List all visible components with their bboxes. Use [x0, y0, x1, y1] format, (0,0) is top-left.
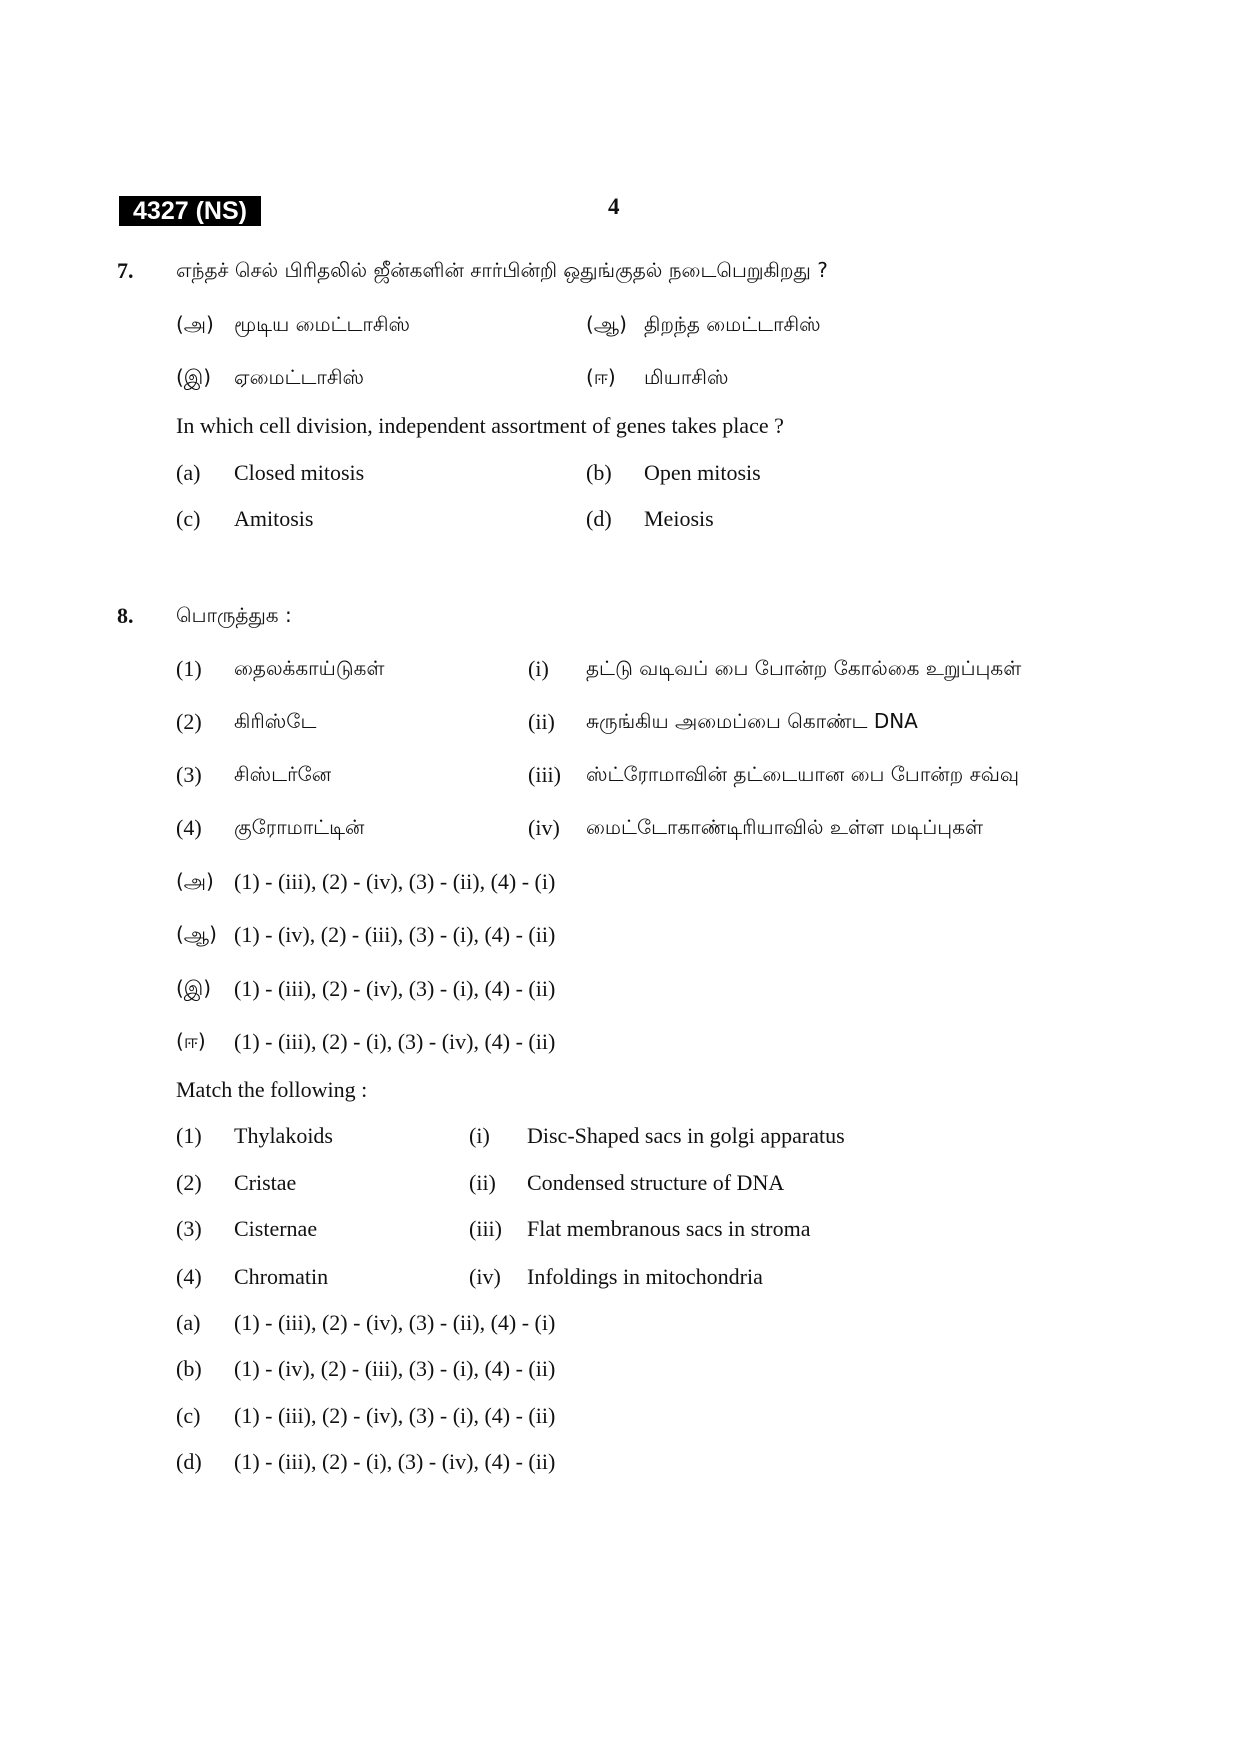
- match-row-roman: (i): [469, 1123, 490, 1148]
- match-row-roman: (ii): [469, 1170, 496, 1195]
- match-row-left: குரோமாட்டின்: [234, 815, 365, 839]
- q8-ta-option-label: (ஈ): [176, 1029, 206, 1053]
- match-row-roman: (iv): [469, 1264, 501, 1289]
- page-number: 4: [608, 194, 620, 219]
- match-row-number: (1): [176, 656, 202, 681]
- q7-en-option-text: Closed mitosis: [234, 460, 365, 485]
- match-row-left: Cisternae: [234, 1216, 318, 1241]
- q7-en-option-label: (d): [586, 506, 612, 531]
- match-row-right: தட்டு வடிவப் பை போன்ற கோல்கை உறுப்புகள்: [586, 656, 1022, 680]
- match-row-left: தைலக்காய்டுகள்: [234, 656, 385, 680]
- q8-ta-option-label: (ஆ): [176, 922, 217, 946]
- q7-en-option-text: Open mitosis: [644, 460, 761, 485]
- match-row-number: (4): [176, 1264, 202, 1289]
- q8-ta-option-text: (1) - (iii), (2) - (iv), (3) - (ii), (4) - (i): [234, 869, 556, 894]
- q7-ta-option-label: (அ): [176, 312, 214, 336]
- question-8-stem-english: Match the following :: [176, 1077, 368, 1102]
- match-row-right: மைட்டோகாண்டிரியாவில் உள்ள மடிப்புகள்: [586, 815, 984, 839]
- q7-en-option-text: Meiosis: [644, 506, 714, 531]
- q7-en-option-label: (c): [176, 506, 201, 531]
- q7-ta-option-text: திறந்த மைட்டாசிஸ்: [644, 312, 821, 336]
- q7-ta-option-label: (ஈ): [586, 365, 616, 389]
- match-row-roman: (iii): [469, 1216, 502, 1241]
- match-row-left: Cristae: [234, 1170, 297, 1195]
- paper-code-badge: 4327 (NS): [119, 196, 261, 226]
- q8-ta-option-text: (1) - (iii), (2) - (i), (3) - (iv), (4) - (ii): [234, 1029, 556, 1054]
- question-7-stem-tamil: எந்தச் செல் பிரிதலில் ஜீன்களின் சார்பின்றி ஒதுங்குதல் நடைபெறுகிறது ?: [176, 258, 828, 282]
- q8-en-option-text: (1) - (iii), (2) - (iv), (3) - (ii), (4) - (i): [234, 1310, 556, 1335]
- match-row-left: Chromatin: [234, 1264, 329, 1289]
- q7-ta-option-text: மூடிய மைட்டாசிஸ்: [234, 312, 411, 336]
- match-row-number: (3): [176, 762, 202, 787]
- match-row-number: (2): [176, 709, 202, 734]
- match-row-right: Disc-Shaped sacs in golgi apparatus: [527, 1123, 845, 1148]
- match-row-number: (3): [176, 1216, 202, 1241]
- q8-en-option-label: (c): [176, 1403, 201, 1428]
- q8-ta-option-text: (1) - (iv), (2) - (iii), (3) - (i), (4) - (ii): [234, 922, 556, 947]
- q7-en-option-text: Amitosis: [234, 506, 314, 531]
- match-row-right: Flat membranous sacs in stroma: [527, 1216, 811, 1241]
- question-7-stem-english: In which cell division, independent assortment of genes takes place ?: [176, 413, 784, 438]
- question-8-stem-tamil: பொருத்துக :: [176, 603, 292, 627]
- q8-ta-option-label: (அ): [176, 869, 214, 893]
- q7-en-option-label: (a): [176, 460, 201, 485]
- match-row-number: (2): [176, 1170, 202, 1195]
- q8-en-option-text: (1) - (iii), (2) - (iv), (3) - (i), (4) - (ii): [234, 1403, 556, 1428]
- match-row-number: (4): [176, 815, 202, 840]
- question-8-number: 8.: [117, 603, 134, 628]
- q8-en-option-label: (b): [176, 1356, 202, 1381]
- match-row-roman: (iii): [528, 762, 561, 787]
- q8-en-option-text: (1) - (iv), (2) - (iii), (3) - (i), (4) - (ii): [234, 1356, 556, 1381]
- q8-en-option-label: (a): [176, 1310, 201, 1335]
- match-row-left: Thylakoids: [234, 1123, 333, 1148]
- match-row-right: சுருங்கிய அமைப்பை கொண்ட DNA: [586, 709, 918, 733]
- q7-ta-option-text: ஏமைட்டாசிஸ்: [234, 365, 365, 389]
- match-row-left: கிரிஸ்டே: [234, 709, 317, 733]
- q7-ta-option-label: (ஆ): [586, 312, 627, 336]
- q8-en-option-text: (1) - (iii), (2) - (i), (3) - (iv), (4) - (ii): [234, 1449, 556, 1474]
- q7-ta-option-text: மியாசிஸ்: [644, 365, 729, 389]
- question-7-number: 7.: [117, 258, 134, 283]
- q8-ta-option-label: (இ): [176, 976, 212, 1000]
- match-row-left: சிஸ்டர்னே: [234, 762, 332, 786]
- q8-ta-option-text: (1) - (iii), (2) - (iv), (3) - (i), (4) - (ii): [234, 976, 556, 1001]
- match-row-roman: (iv): [528, 815, 560, 840]
- match-row-roman: (i): [528, 656, 549, 681]
- q7-en-option-label: (b): [586, 460, 612, 485]
- match-row-roman: (ii): [528, 709, 555, 734]
- match-row-number: (1): [176, 1123, 202, 1148]
- q8-en-option-label: (d): [176, 1449, 202, 1474]
- q7-ta-option-label: (இ): [176, 365, 212, 389]
- match-row-right: ஸ்ட்ரோமாவின் தட்டையான பை போன்ற சவ்வு: [586, 762, 1019, 786]
- match-row-right: Condensed structure of DNA: [527, 1170, 785, 1195]
- match-row-right: Infoldings in mitochondria: [527, 1264, 763, 1289]
